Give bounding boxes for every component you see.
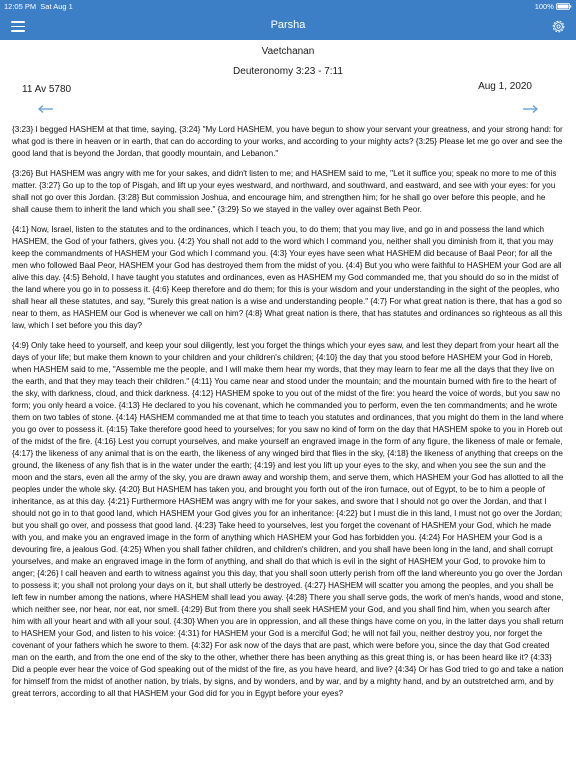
paragraph: {3:26} But HASHEM was angry with me for your sakes, and didn't listen to me; and HASHEM said to me, "Let it suffice you; speak no more to me of this matter. {3:27} Go up to the top of Pisgah, and lift up your eyes westward, and northward, and southward, and eastward, and see with your eyes: for you shall not go over this Jordan. {3:28} But commission Joshua, and encourage him, and strengthen him; for he shall go over before this people, and he shall cause them to inherit the land which you shall see." {3:29} So we stayed in the valley over against Beth Peor. — [12, 169, 557, 214]
parsha-text — [12, 124, 564, 708]
nav-bar — [0, 12, 576, 40]
hebrew-date: 11 Av 5780 — [22, 84, 72, 95]
gregorian-date: Aug 1, 2020 — [478, 81, 532, 92]
gear-icon[interactable] — [551, 19, 566, 34]
battery-icon — [556, 3, 572, 10]
status-time-date — [4, 2, 73, 11]
nav-title: Parsha — [270, 19, 306, 31]
battery-percent: 100% — [534, 2, 554, 11]
parsha-name: Vaetchanan — [261, 46, 315, 57]
status-bar — [0, 0, 576, 12]
status-battery — [535, 2, 572, 11]
left-arrow-icon[interactable] — [37, 104, 55, 114]
verse-range: Deuteronomy 3:23 - 7:11 — [233, 66, 343, 77]
paragraph: {3:23} I begged HASHEM at that time, saying, {3:24} "My Lord HASHEM, you have begun to show your servant your greatness, and your strong hand: for what god is there in heaven or in earth, that can do according to your works, and according to your mighty acts? {3:25} Please let me go over and see the good land that is beyond the Jordan, that goodly mountain, and Lebanon." — [12, 125, 563, 158]
right-arrow-icon[interactable] — [521, 104, 539, 114]
status-time: 12:05 PM — [4, 2, 37, 11]
paragraph: {4:1} Now, Israel, listen to the statutes and to the ordinances, which I teach you, to do them; that you may live, and go in and possess the land which HASHEM, the God of your fathers, gives you. {4:2} You shall not add to the word which I command you, neither shall you diminish from it, that you may keep the commandments of HASHEM your God which I command you. {4:3} Your eyes have seen what HASHEM did because of Baal Peor; for all the men who followed Baal Peor, HASHEM your God has destroyed them from the midst of you. {4:4} But you who were faithful to HASHEM your God are all alive this day. {4:5} Behold, I have taught you statutes and ordinances, even as HASHEM my God commanded me, that you should do so in the midst of the land where you go in to possess it. {4:6} Keep therefore and do them; for this is your wisdom and your understanding in the sight of the peoples, who shall hear all these statutes, and say, "Surely this great nation is a wise and understanding people." {4:7} For what great nation is there, that has a god so near to them, as HASHEM our God is whenever we call on him? {4:8} What great nation is there, that has statutes and ordinances so righteous as all this law, which I set before you this day? — [12, 225, 563, 330]
paragraph: {4:9} Only take heed to yourself, and keep your soul diligently, lest you forget the things which your eyes saw, and lest they depart from your heart all the days of your life; but make them known to your children and your children's children; {4:10} the day that you stood before HASHEM your God in Horeb, when HASHEM said to me, "Assemble me the people, and I will make them hear my words, that they may learn to fear me all the days that they live on the earth, and that they may teach their children." {4:11} You came near and stood under the mountain; and the mountain burned with fire to the heart of the sky, with darkness, cloud, and thick darkness. {4:12} HASHEM spoke to you out of the midst of the fire: you heard the voice of words, but you saw no form; you only heard a voice. {4:13} He declared to you his covenant, which he commanded you to perform, even the ten commandments; and he wrote them on two tables of stone. {4:14} HASHEM commanded me at that time to teach you statutes and ordinances, that you might do them in the land where you go over to possess it. {4:15} Take therefore good heed to yourselves; for you saw no kind of form on the day that HASHEM spoke to you in Horeb out of the midst of the fire. {4:16} Lest you corrupt yourselves, and make yourself an engraved image in the form of any figure, the likeness of male or female, {4:17} the likeness of any animal that is on the earth, the likeness of any winged bird that flies in the sky, {4:18} the likeness of anything that creeps on the ground, the likeness of any fish that is in the water under the earth; {4:19} and lest you lift up your eyes to the sky, and when you see the sun and the moon and the stars, even all the army of the sky, you are drawn away and worship them, and serve them, which HASHEM your God has allotted to all the peoples under the whole sky. {4:20} But HASHEM has taken you, and brought you forth out of the iron furnace, out of Egypt, to be to him a people of inheritance, as at this day. {4:21} Furthermore HASHEM was angry with me for your sakes, and swore that I should not go over the Jordan, and that I should not go in to that good land, which HASHEM your God gives you for an inheritance: {4:22} but I must die in this land, I must not go over the Jordan; but you shall go over, and possess that good land. {4:23} Take heed to yourselves, lest you forget the covenant of HASHEM your God, which he made with you, and make you an engraved image in the form of anything which HASHEM your God has forbidden you. {4:24} For HASHEM your God is a devouring fire, a jealous God. {4:25} When you shall father children, and children's children, and you shall have been long in the land, and shall corrupt yourselves, and make an engraved image in the form of anything, and shall do that which is evil in the sight of HASHEM your God, to provoke him to anger; {4:26} I call heaven and earth to witness against you this day, that you shall soon utterly perish from off the land whereunto you go over the Jordan to possess it; you shall not prolong your days on it, but shall utterly be destroyed. {4:27} HASHEM will scatter you among the peoples, and you shall be left few in number among the nations, where HASHEM shall lead you away. {4:28} There you shall serve gods, the work of men's hands, wood and stone, which neither see, nor hear, nor eat, nor smell. {4:29} But from there you shall seek HASHEM your God, and you shall find him, when you search after him with all your heart and with all your soul. {4:30} When you are in oppression, and all these things have come on you, in the latter days you shall return to HASHEM your God, and listen to his voice: {4:31} for HASHEM your God is a merciful God; he will not fail you, neither destroy you, nor forget the covenant of your fathers which he swore to them. {4:32} For ask now of the days that are past, which were before you, since the day that God created man on the earth, and from the one end of the sky to the other, whether there has been anything as this great thing is, or has been heard like it? {4:33} Did a people ever hear the voice of God speaking out of the midst of the fire, as you have heard, and live? {4:34} Or has God tried to go and take a nation for himself from the midst of another nation, by trials, by signs, and by wonders, and by war, and by a mighty hand, and by an outstretched arm, and by great terrors, according to all that HASHEM your God did for you in Egypt before your eyes? — [12, 341, 564, 698]
status-date: Sat Aug 1 — [40, 2, 73, 11]
